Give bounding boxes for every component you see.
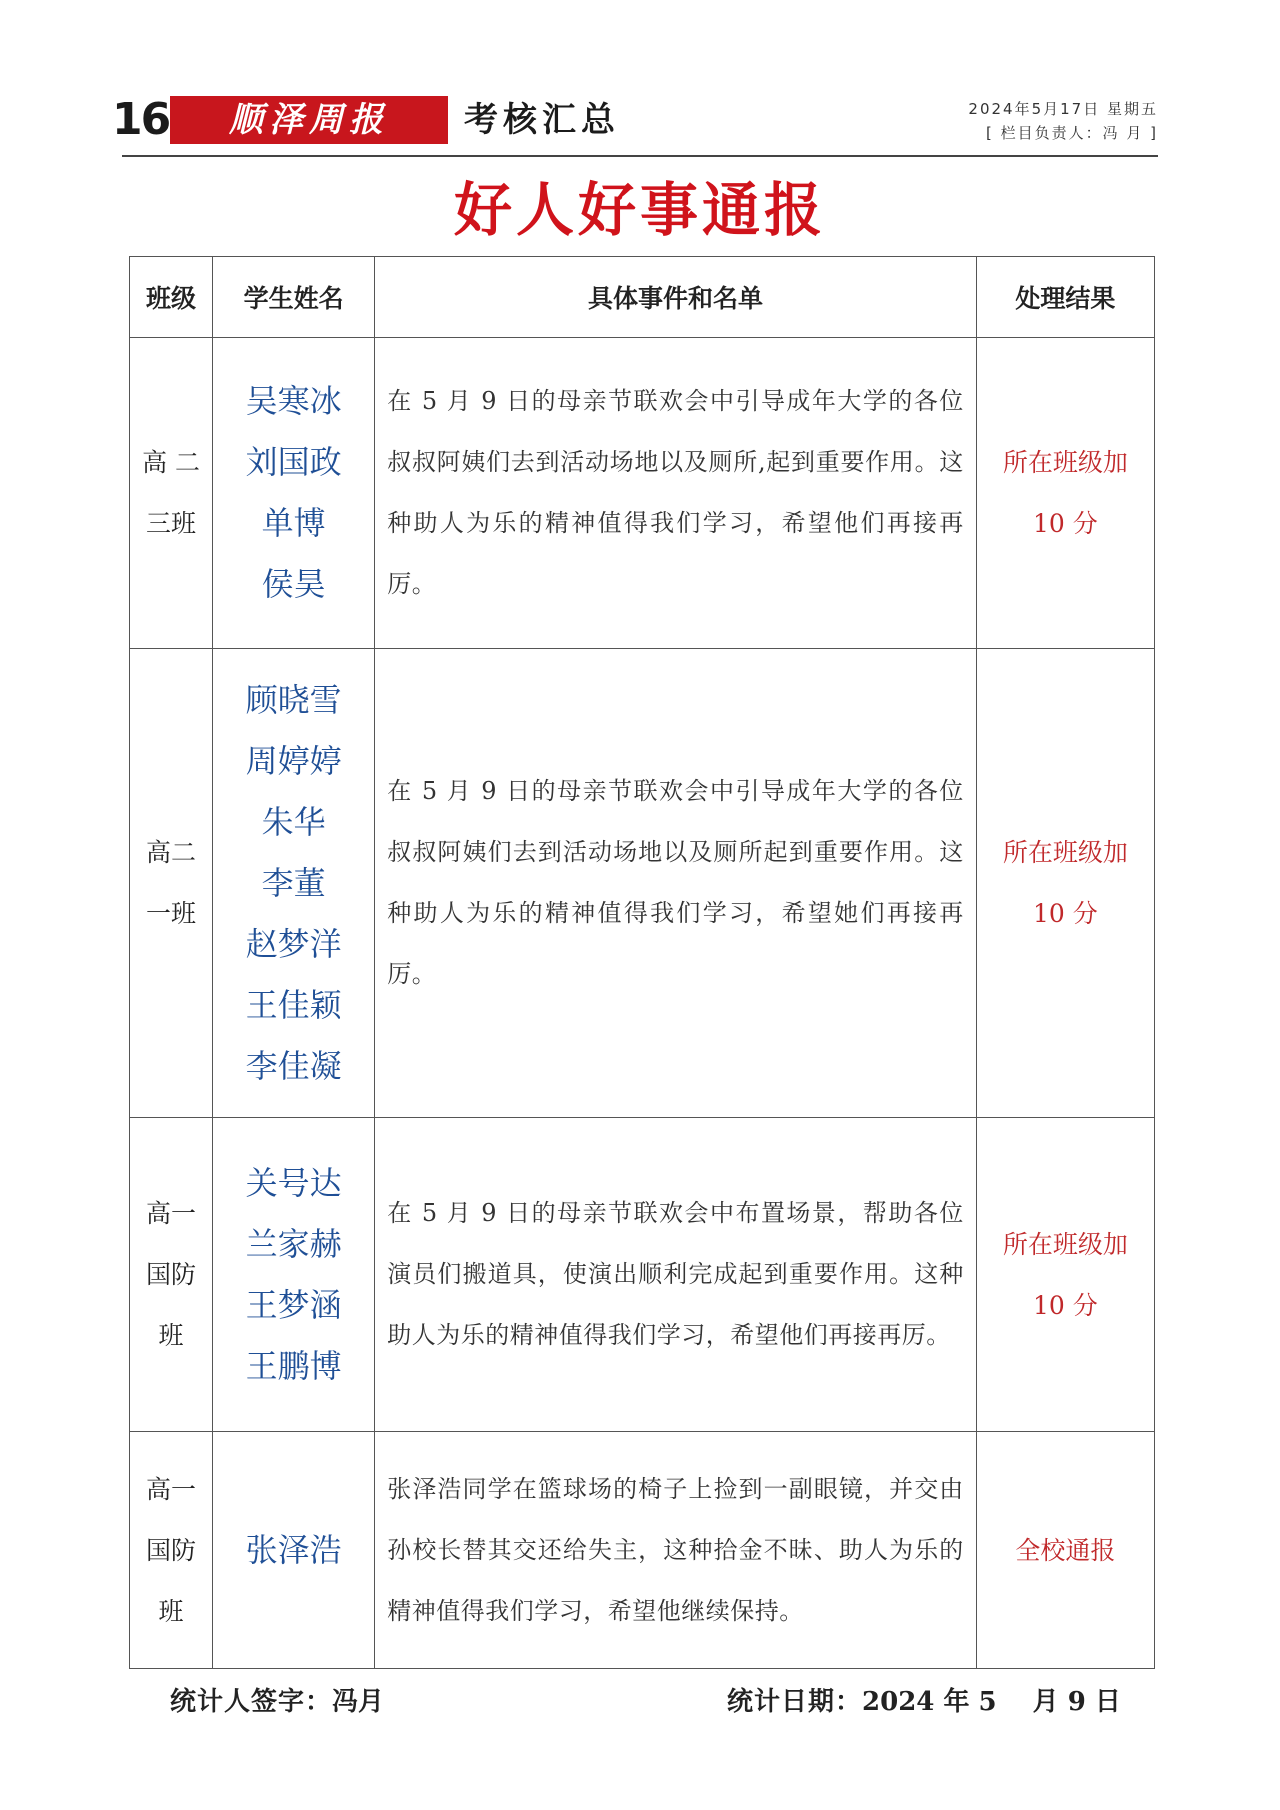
event-cell: [375, 649, 977, 1118]
date-day-unit: 日: [1094, 1687, 1121, 1717]
student-name: 王梦涵: [245, 1285, 342, 1324]
class-cell: 高 二 三班: [130, 338, 213, 649]
header-names: 学生姓名: [213, 257, 375, 338]
result-cell: [976, 1118, 1154, 1432]
result-cell: [976, 649, 1154, 1118]
student-name: 吴寒冰: [245, 382, 342, 420]
result-text: 全校通报: [1015, 1535, 1116, 1565]
student-name: 张泽浩: [245, 1530, 342, 1569]
class-cell: 高一 国防 班: [130, 1118, 213, 1432]
student-name: 周婷婷: [245, 741, 342, 780]
student-name: 兰家赫: [245, 1224, 342, 1263]
student-name: 单博: [261, 504, 326, 542]
result-points: 10 分: [1033, 509, 1098, 538]
event-description: 张泽浩同学在篮球场的椅子上捡到一副眼镜，并交由孙校长替其交还给失主，这种拾金不昧、助人为乐的精神值得我们学习，希望他继续保持。: [387, 1474, 964, 1625]
column-editor: [ 栏目负责人：冯 月 ]: [985, 124, 1158, 142]
issue-date: 2024年5月17日 星期五: [968, 100, 1158, 118]
event-cell: [375, 338, 977, 649]
result-cell: [976, 338, 1154, 649]
result-points: 10 分: [1033, 1290, 1098, 1320]
header-divider: [122, 155, 1158, 157]
table-row: [130, 1432, 1155, 1669]
header-result: 处理结果: [976, 257, 1154, 338]
event-description: 在 5 月 9 日的母亲节联欢会中引导成年大学的各位叔叔阿姨们去到活动场地以及厕所,起到重要作用。这种助人为乐的精神值得我们学习，希望他们再接再厉。: [387, 387, 964, 598]
date-day: 9: [1067, 1687, 1086, 1717]
names-cell: [213, 1118, 375, 1432]
class-cell: 高二 一班: [130, 649, 213, 1118]
names-cell: [213, 1432, 375, 1669]
event-cell: [375, 1432, 977, 1669]
student-name: 朱华: [261, 802, 326, 841]
result-cell: [976, 1432, 1154, 1669]
result-text: 所在班级加: [1002, 1229, 1128, 1259]
event-cell: [375, 1118, 977, 1432]
signer-name: 冯月: [332, 1687, 385, 1717]
table-row: [130, 338, 1155, 649]
student-name: 赵梦洋: [245, 924, 342, 963]
table-row: [130, 649, 1155, 1118]
document-title: 好人好事通报: [453, 176, 826, 244]
page-number: 16: [112, 94, 170, 145]
date-year-unit: 年: [943, 1687, 970, 1717]
names-cell: [213, 338, 375, 649]
signer-line: [170, 1682, 384, 1722]
result-points: 10 分: [1033, 899, 1098, 928]
student-name: 李董: [261, 863, 326, 902]
result-text: 所在班级加: [1002, 448, 1128, 477]
date-month-unit: 月: [1032, 1687, 1059, 1717]
event-description: 在 5 月 9 日的母亲节联欢会中引导成年大学的各位叔叔阿姨们去到活动场地以及厕所起到重要作用。这种助人为乐的精神值得我们学习，希望她们再接再厉。: [387, 777, 964, 988]
event-description: 在 5 月 9 日的母亲节联欢会中布置场景，帮助各位演员们搬道具，使演出顺利完成起到重要作用。这种助人为乐的精神值得我们学习，希望他们再接再厉。: [387, 1199, 964, 1349]
class-cell: 高一 国防 班: [130, 1432, 213, 1669]
signer-label: 统计人签字：: [170, 1687, 333, 1717]
table-header-row: [130, 257, 1155, 338]
date-label: 统计日期：: [727, 1687, 863, 1717]
student-name: 王佳颖: [245, 985, 342, 1024]
date-year: 2024: [862, 1687, 935, 1717]
student-name: 侯昊: [261, 565, 326, 603]
stat-date-line: [727, 1682, 1121, 1722]
student-name: 刘国政: [245, 443, 342, 481]
date-month: 5: [978, 1687, 997, 1717]
student-name: 关号达: [245, 1163, 342, 1202]
table-row: [130, 1118, 1155, 1432]
page-header: [112, 92, 1158, 154]
result-text: 所在班级加: [1002, 838, 1128, 867]
section-title: 考核汇总: [464, 100, 620, 140]
header-class: 班级: [130, 257, 213, 338]
names-cell: [213, 649, 375, 1118]
student-name: 顾晓雪: [245, 680, 342, 719]
masthead-logo: 顺泽周报: [170, 96, 448, 144]
good-deeds-table: [129, 256, 1155, 1669]
student-name: 王鹏博: [245, 1346, 342, 1385]
header-event: 具体事件和名单: [375, 257, 977, 338]
student-name: 李佳凝: [245, 1046, 342, 1085]
